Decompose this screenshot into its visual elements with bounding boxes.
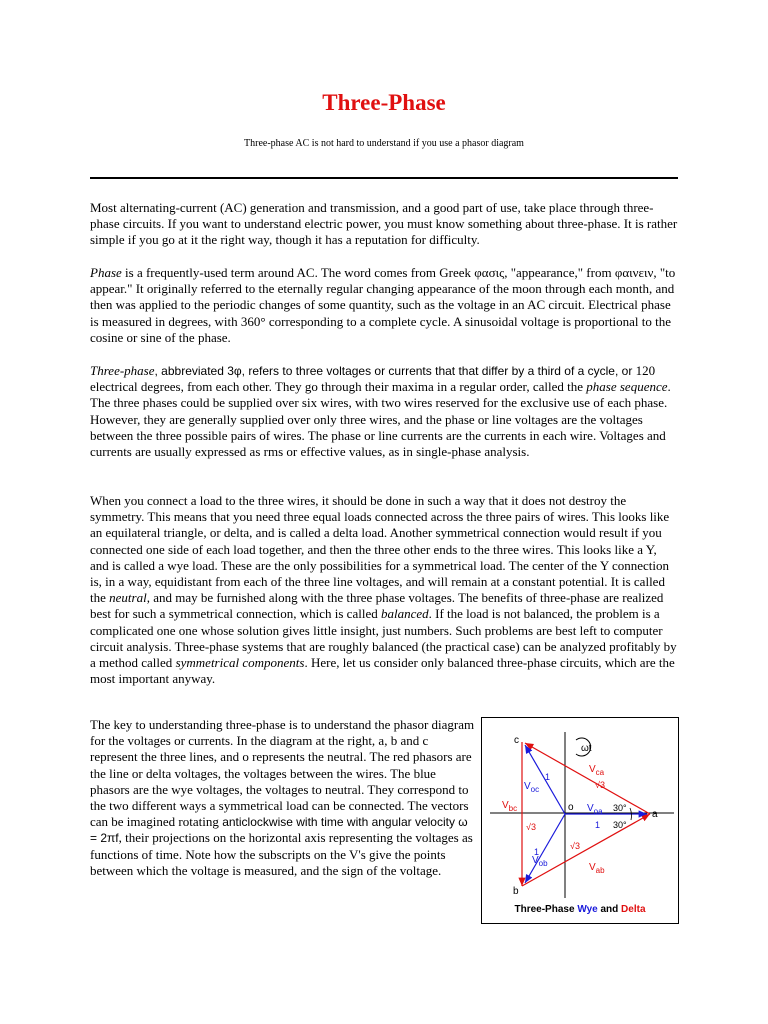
caption-wye: Wye <box>577 904 598 915</box>
label-sqrt3-ab: √3 <box>570 841 580 851</box>
label-a: a <box>652 809 658 820</box>
paragraph-phase: Phase is a frequently-used term around AC. The word comes from Greek φασις, "appearance," from φαινειν, "to appear." It originally referred to the eternally regular changing appearance of the moon through each month, and then was applied to the periodic changes of some quantity, such as the voltage in an AC circuit. Electrical phase is measured in degrees, with 360° corresponding to a complete cycle. A sinusoidal voltage is proportional to the cosine or sine of the phase. <box>90 265 676 345</box>
label-vca: $V_{ca}$ <box>589 764 605 777</box>
label-vbc: $V_{bc}$ <box>502 800 518 813</box>
term-symmetrical-components: symmetrical components <box>175 655 305 671</box>
paragraph-intro: Most alternating-current (AC) generation and transmission, and a good part of use, take place through three-phase circuits. If you want to understand electric power, you must know something about three-phase. It is rather simple if you go at it the right way, though it has a reputation for difficulty. <box>90 200 678 248</box>
paragraph-three-phase: Three-phase, abbreviated 3φ, refers to three voltages or currents that that differ by a third of a cycle, or 120 electrical degrees, from each other. They go through their maxima in a regular order, called the phase sequence. The three phases could be supplied over six wires, with two wires reserved for the exclusive use of each phase. However, they are generally supplied over only three wires, and the phase or line voltages are the voltages between the three possible pairs of wires. The phase or line currents are the currents in each wire. Voltages and currents are usually expressed as rms or effective values, as in single-phase analysis. <box>90 363 671 460</box>
label-angle-upper: 30° <box>613 803 627 813</box>
phasor-diagram <box>481 717 679 924</box>
label-one-ob: 1 <box>534 847 540 857</box>
label-voc: $V_{oc}$ <box>524 781 540 794</box>
page-title: Three-Phase <box>322 90 446 115</box>
label-one-oc: 1 <box>545 772 551 782</box>
horizontal-rule <box>90 177 678 179</box>
label-omega-t: ωt <box>581 743 592 754</box>
paragraph-phasor: The key to understanding three-phase is to understand the phasor diagram for the voltages or currents. In the diagram at the right, a, b and c represent the three lines, and o represents the neutral. The red phasors are the line or delta voltages, the voltages between the wires. The blue phasors are the wye voltages, the voltages to neutral. They correspond to the two different ways a symmetrical load can be connected. The vectors can be imagined rotating anticlockwise with time with angular velocity ω = 2πf, their projections on the horizontal axis representing the voltages as functions of time. Note how the subscripts on the V's give the points between which the voltage is measured, and the sign of the voltage. <box>90 717 475 878</box>
term-three-phase: Three-phase <box>90 363 155 378</box>
label-o: o <box>568 802 574 813</box>
paragraph-loads: When you connect a load to the three wires, it should be done in such a way that it does not destroy the symmetry. This means that you need three equal loads connected across the three pairs of wires. This looks like an equilateral triangle, or delta, and is called a delta load. Another symmetrical connection would result if you connected one side of each load together, and then the three other ends to the three wires. This looks like a Y, and is called a wye load. These are the only possibilities for a symmetrical load. The center of the Y connection is, in a way, equidistant from each of the three line voltages, and will remain at a constant potential. It is called the neutral, and may be furnished along with the three phase voltages. The benefits of three-phase are realized best for such a symmetrical connection, which is called balanced. If the load is not balanced, the problem is a complicated one one whose solution gives little insight, just numbers. Such problems are best left to computer circuit analysis. Three-phase systems that are roughly balanced (the practical case) can be analyzed profitably by a method called symmetrical components. Here, let us consider only balanced three-phase circuits, which are the most important anyway. <box>90 493 677 687</box>
term-phase: Phase <box>90 265 122 280</box>
label-angle-lower: 30° <box>613 820 627 830</box>
label-sqrt3-ca: √3 <box>595 780 605 790</box>
figure-caption: Three-Phase Wye and Delta <box>514 904 646 915</box>
phasor-vab <box>522 814 650 886</box>
term-balanced: balanced <box>380 606 429 622</box>
label-vob: $V_{ob}$ <box>532 855 548 868</box>
label-sqrt3-bc: √3 <box>526 822 536 832</box>
term-phase-sequence: phase sequence <box>586 379 668 395</box>
caption-delta: Delta <box>621 904 646 915</box>
label-vab: $V_{ab}$ <box>589 862 605 875</box>
phasor-diagram-svg <box>482 718 678 923</box>
label-voa: $V_{oa}$ <box>587 803 603 816</box>
label-b: b <box>513 886 519 897</box>
page-subtitle: Three-phase AC is not hard to understand if you use a phasor diagram <box>244 138 524 149</box>
label-one-oa: 1 <box>595 820 601 830</box>
label-c: c <box>514 735 519 746</box>
term-neutral: neutral <box>109 590 147 606</box>
